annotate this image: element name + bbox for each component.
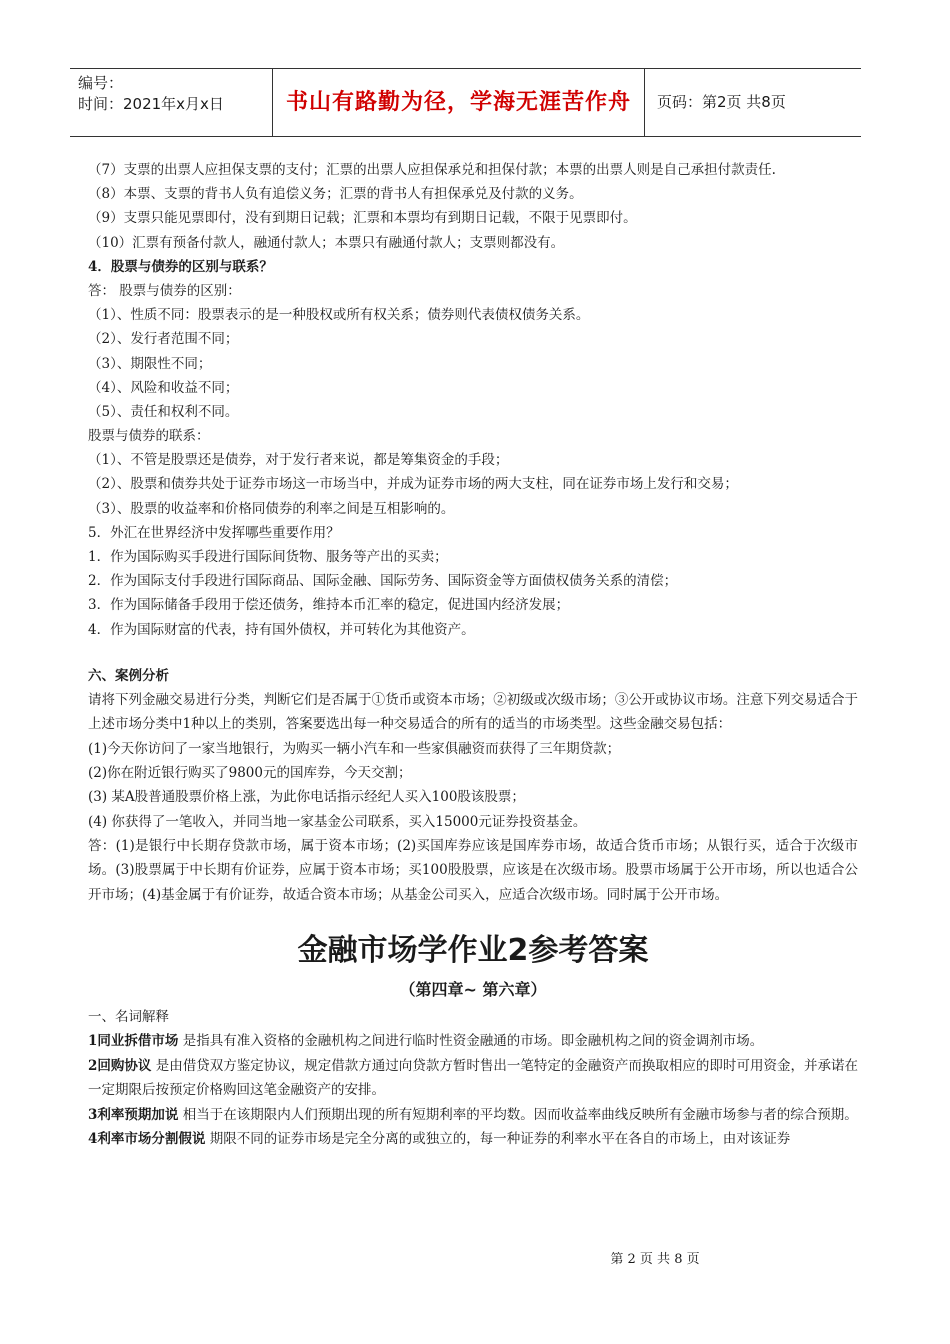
case-item: (2)你在附近银行购买了9800元的国库券，今天交割；	[88, 765, 412, 782]
term-definition	[88, 1029, 858, 1054]
case-intro: 请将下列金融交易进行分类，判断它们是否属于①货币或资本市场；②初级或次级市场；③公开或协议市场。注意下列交易适合于上述市场分类中1种以上的类别，答案要选出每一种交易适合的所有的适当的市场类型。这些金融交易包括：	[88, 691, 858, 733]
assignment-title: 金融市场学作业2参考答案	[297, 933, 649, 969]
header-motto: 书山有路勤为径，学海无涯苦作舟	[273, 69, 645, 136]
term-text: 相当于在该期限内人们预期出现的所有短期利率的平均数。因而收益率曲线反映所有金融市场参与者的综合预期。	[178, 1106, 858, 1123]
page-footer: 第 2 页 共 8 页	[610, 1252, 700, 1267]
body-line: 股票与债券的联系：	[88, 428, 210, 445]
header-page-info: 页码：第2页 共8页	[657, 93, 786, 111]
case-item: (3) 某A股普通股票价格上涨，为此你电话指示经纪人买入100股该股票；	[88, 789, 525, 806]
page-header	[70, 68, 861, 137]
body-line: （3）、期限性不同；	[88, 355, 212, 372]
body-line: （3）、股票的收益率和价格同债券的利率之间是互相影响的。	[88, 500, 455, 517]
document-body	[88, 158, 858, 1152]
body-line: 1．作为国际购买手段进行国际间货物、服务等产出的买卖；	[88, 549, 448, 565]
assignment-subtitle: （第四章~ 第六章）	[399, 980, 547, 1000]
body-line: 2．作为国际支付手段进行国际商品、国际金融、国际劳务、国际资金等方面债权债务关系的清偿；	[88, 573, 678, 590]
case-answer: 答：(1)是银行中长期存贷款市场，属于资本市场；(2)买国库券应该是国库券市场，故适合货币市场；从银行买，适合于次级市场。(3)股票属于中长期有价证券，应属于资本市场；买100股股票，应该是在次级市场。股票市场属于公开市场，所以也适合公开市场；(4)基金属于有价证券，故适合资本市场；从基金公司买入，应适合次级市场。同时属于公开市场。	[88, 837, 858, 903]
date-line: 时间：2021年x月x日	[78, 95, 224, 113]
case-item: (4) 你获得了一笔收入，并同当地一家基金公司联系，买入15000元证券投资基金。	[88, 813, 587, 830]
term-text: 是由借贷双方鉴定协议，规定借款方通过向贷款方暂时售出一笔特定的金融资产而换取相应的即时可用资金，并承诺在一定期限后按预定价格购回这笔金融资产的安排。	[88, 1057, 858, 1099]
number-label: 编号：	[78, 74, 124, 92]
term-name: 1同业拆借市场	[88, 1033, 179, 1050]
body-line: （7）支票的出票人应担保支票的支付；汇票的出票人应担保承兑和担保付款；本票的出票人则是自己承担付款责任.	[88, 162, 776, 178]
body-line: （1）、不管是股票还是债券，对于发行者来说，都是筹集资金的手段；	[88, 452, 509, 469]
term-text: 是指具有准入资格的金融机构之间进行临时性资金融通的市场。即金融机构之间的资金调剂市场。	[178, 1033, 764, 1050]
body-line: （8）本票、支票的背书人负有追偿义务；汇票的背书人有担保承兑及付款的义务。	[88, 186, 583, 203]
section-heading: 一、名词解释	[88, 1009, 169, 1026]
term-definition	[88, 1127, 858, 1152]
body-line: （10）汇票有预备付款人，融通付款人；本票只有融通付款人；支票则都没有。	[88, 234, 565, 251]
term-definition	[88, 1054, 858, 1103]
body-line: （9）支票只能见票即付，没有到期日记载；汇票和本票均有到期日记载，不限于见票即付。	[88, 210, 637, 227]
term-name: 4利率市场分割假说	[88, 1131, 206, 1148]
body-line: （2）、发行者范围不同；	[88, 331, 239, 348]
body-line: 5．外汇在世界经济中发挥哪些重要作用？	[88, 524, 340, 541]
term-name: 3利率预期加说	[88, 1106, 179, 1123]
question-4-heading: 4．股票与债券的区别与联系？	[88, 258, 273, 275]
body-line: 3．作为国际储备手段用于偿还债务，维持本币汇率的稳定，促进国内经济发展；	[88, 597, 570, 614]
body-line: （5）、责任和权利不同。	[88, 403, 239, 420]
term-text: 期限不同的证券市场是完全分离的或独立的，每一种证券的利率水平在各自的市场上，由对该证券	[205, 1131, 791, 1148]
body-line: 4．作为国际财富的代表，持有国外债权，并可转化为其他资产。	[88, 621, 475, 638]
body-line: （4）、风险和收益不同；	[88, 379, 239, 396]
body-line: （2）、股票和债券共处于证券市场这一市场当中，并成为证券市场的两大支柱，同在证券市场上发行和交易；	[88, 476, 738, 493]
header-left-cell	[70, 69, 273, 136]
case-item: (1)今天你访问了一家当地银行，为购买一辆小汽车和一些家俱融资而获得了三年期贷款；	[88, 740, 621, 757]
case-heading: 六、案例分析	[88, 667, 169, 684]
term-definition	[88, 1103, 858, 1128]
term-name: 2回购协议	[88, 1057, 152, 1074]
body-line: （1）、性质不同：股票表示的是一种股权或所有权关系；债券则代表债权债务关系。	[88, 307, 590, 324]
body-line: 答： 股票与债券的区别：	[88, 282, 241, 299]
